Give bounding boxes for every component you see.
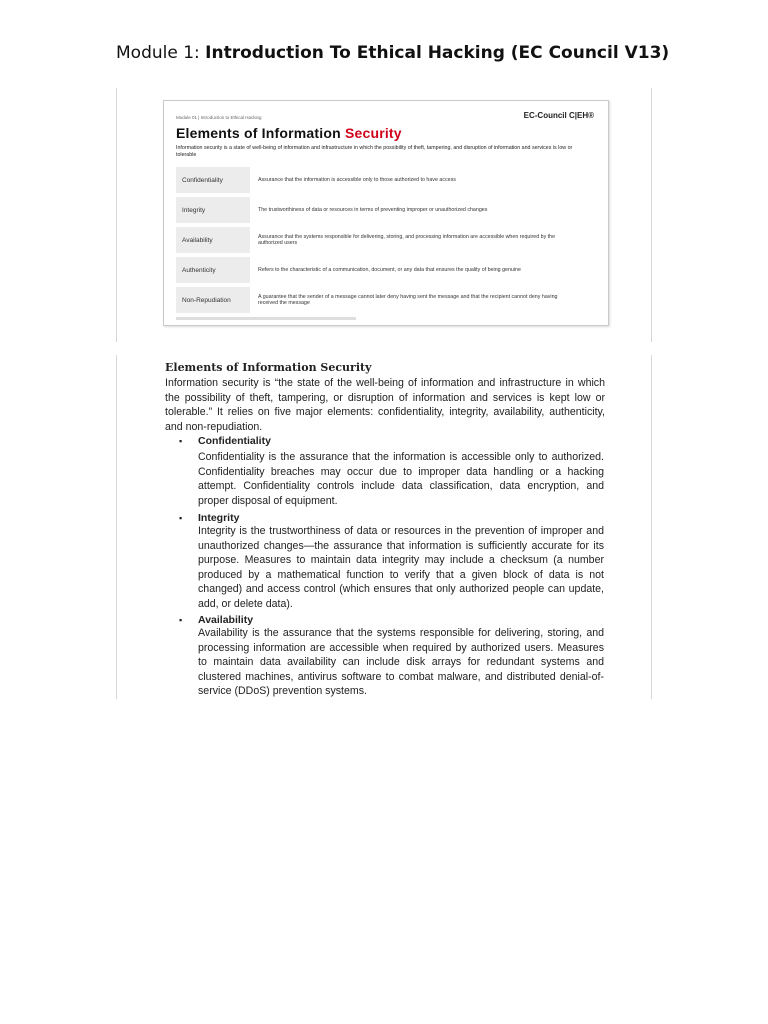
slide-row-confidentiality bbox=[176, 167, 596, 193]
document-title-text: Introduction To Ethical Hacking (EC Council V13) bbox=[205, 43, 670, 63]
slide-row-label: Availability bbox=[176, 227, 250, 253]
textbook-excerpt bbox=[116, 355, 652, 699]
textbook-item-title: Integrity bbox=[198, 512, 240, 524]
textbook-intro: Information security is “the state of the well-being of information and infrastructure in which the possibility of theft, tampering, or disruption of information and services is kept low or tolerable.” It relies on five major elements: confidentiality, integrity, availability, authenticity, and non-repudiation. bbox=[165, 377, 605, 433]
slide-row-availability bbox=[176, 227, 596, 253]
textbook-item-title: Confidentiality bbox=[198, 435, 271, 447]
document-title-prefix: Module 1: bbox=[116, 43, 206, 63]
slide-row-label: Non-Repudiation bbox=[176, 287, 250, 313]
slide-heading-main: Elements of Information bbox=[176, 125, 345, 141]
bullet-icon: ▪ bbox=[179, 615, 183, 625]
slide-heading-accent: Security bbox=[344, 125, 402, 141]
textbook-item-body: Integrity is the trustworthiness of data or resources in the prevention of improper and unauthorized changes—the assurance that information is sufficiently accurate for its purpose. Measures to maintain data integrity may include a checksum (a number produced by a mathematical function to verify that a given block of data is not changed) and access control (which ensures that only authorized people can update, add, or delete data). bbox=[198, 525, 604, 610]
slide-row-definition: Assurance that the systems responsible for delivering, storing, and processing information are accessible when required by the authorized users bbox=[258, 233, 556, 246]
slide-row-label: Integrity bbox=[176, 197, 250, 223]
slide-row-label: Confidentiality bbox=[176, 167, 250, 193]
slide-row-integrity bbox=[176, 197, 596, 223]
slide bbox=[163, 100, 609, 326]
slide-row-definition: Refers to the characteristic of a communication, document, or any data that ensures the quality of being genuine bbox=[258, 266, 521, 273]
slide-row-label: Authenticity bbox=[176, 257, 250, 283]
slide-footer-text bbox=[176, 317, 356, 320]
slide-intro: Information security is a state of well-being of information and infrastructure in which the possibility of theft, tampering, and disruption of information and services is low or tolerable bbox=[176, 145, 573, 158]
slide-row-definition: The trustworthiness of data or resources in terms of preventing improper or unauthorized changes bbox=[258, 206, 488, 213]
bullet-icon: ▪ bbox=[179, 436, 183, 446]
slide-row-definition: A guarantee that the sender of a message cannot later deny having sent the message and that the recipient cannot deny having received the message bbox=[258, 293, 558, 306]
slide-breadcrumb: Module 01 | Introduction to Ethical Hacking bbox=[176, 115, 262, 120]
slide-row-authenticity bbox=[176, 257, 596, 283]
slide-image bbox=[116, 88, 652, 342]
bullet-icon: ▪ bbox=[179, 513, 183, 523]
textbook-item-body: Availability is the assurance that the systems responsible for delivering, storing, and processing information are accessible when required by authorized users. Measures to maintain data availability can include disk arrays for redundant systems and clustered machines, antivirus software to combat malware, and distributed denial-of-service (DDoS) prevention systems. bbox=[198, 627, 604, 698]
textbook-item-body: Confidentiality is the assurance that the information is accessible only to authorized. Confidentiality breaches may occur due to improper data handling or a hacking attempt. Confidentiality controls include data classification, data encryption, and proper disposal of equipment. bbox=[198, 451, 604, 507]
slide-row-non-repudiation bbox=[176, 287, 596, 313]
slide-heading bbox=[176, 125, 402, 141]
textbook-heading: Elements of Information Security bbox=[165, 361, 372, 374]
slide-brand-logo: EC-Council C|EH® bbox=[523, 111, 594, 120]
slide-row-definition: Assurance that the information is accessible only to those authorized to have access bbox=[258, 176, 456, 183]
document-title bbox=[116, 43, 669, 63]
textbook-item-title: Availability bbox=[198, 614, 254, 626]
